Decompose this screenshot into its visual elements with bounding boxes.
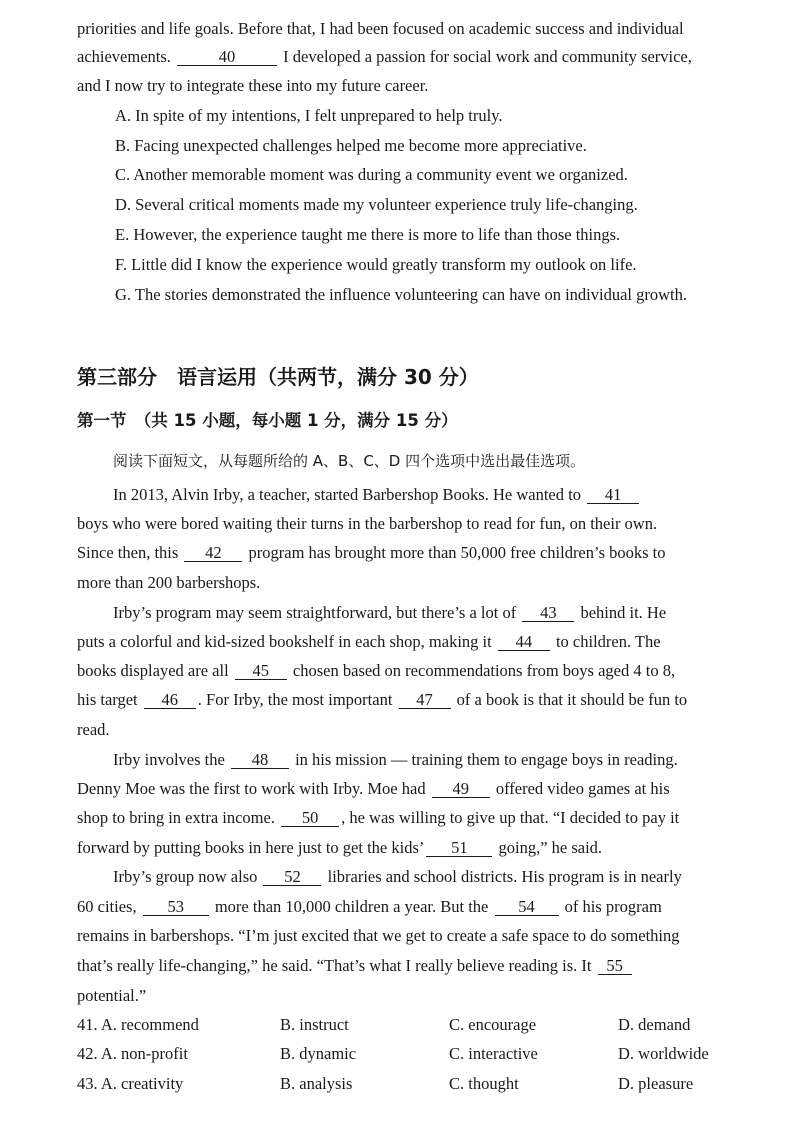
- cloze-line: read.: [77, 720, 110, 739]
- cloze-line: boys who were bored waiting their turns in the barbershop to read for fun, on their own.: [77, 514, 658, 533]
- passage-line: and I now try to integrate these into my future career.: [77, 76, 429, 95]
- q41-option-a[interactable]: 41. A. recommend: [77, 1015, 199, 1034]
- instructions: 阅读下面短文，从每题所给的 A、B、C、D 四个选项中选出最佳选项。: [113, 452, 586, 470]
- q43-option-a[interactable]: 43. A. creativity: [77, 1074, 184, 1093]
- blank-45[interactable]: 45: [235, 662, 287, 680]
- passage-line: priorities and life goals. Before that, I had been focused on academic success and individual: [77, 19, 684, 38]
- cloze-line: remains in barbershops. “I’m just excited that we get to create a safe space to do something: [77, 926, 680, 945]
- section1-heading: 第一节 （共 15 小题，每小题 1 分，满分 15 分）: [77, 411, 458, 430]
- cloze-line: 60 cities, 53 more than 10,000 children a year. But the 54 of his program: [77, 897, 662, 916]
- q42-option-c[interactable]: C. interactive: [449, 1044, 538, 1063]
- cloze-line: books displayed are all 45 chosen based on recommendations from boys aged 4 to 8,: [77, 661, 676, 680]
- cloze-line: Denny Moe was the first to work with Irby. Moe had 49 offered video games at his: [77, 779, 670, 798]
- cloze-line: shop to bring in extra income. 50 , he was willing to give up that. “I decided to pay it: [77, 808, 680, 827]
- q42-option-a[interactable]: 42. A. non-profit: [77, 1044, 188, 1063]
- q43-option-d[interactable]: D. pleasure: [618, 1074, 694, 1093]
- blank-49[interactable]: 49: [432, 780, 490, 798]
- cloze-line: Irby involves the 48 in his mission — training them to engage boys in reading.: [113, 750, 678, 769]
- cloze-line: In 2013, Alvin Irby, a teacher, started Barbershop Books. He wanted to 41: [113, 485, 641, 505]
- cloze-line: his target 46 . For Irby, the most important 47 of a book is that it should be fun to: [77, 690, 688, 709]
- option-b: B. Facing unexpected challenges helped me become more appreciative.: [115, 136, 587, 155]
- blank-52[interactable]: 52: [263, 868, 321, 886]
- cloze-line: puts a colorful and kid-sized bookshelf in each shop, making it 44 to children. The: [77, 632, 661, 651]
- blank-41[interactable]: 41: [587, 486, 639, 504]
- blank-53[interactable]: 53: [143, 898, 209, 916]
- option-e: E. However, the experience taught me there is more to life than those things.: [115, 225, 621, 244]
- blank-46[interactable]: 46: [144, 691, 196, 709]
- q41-option-d[interactable]: D. demand: [618, 1015, 691, 1034]
- blank-48[interactable]: 48: [231, 751, 289, 769]
- q41-option-c[interactable]: C. encourage: [449, 1015, 537, 1034]
- blank-40[interactable]: 40: [177, 48, 277, 66]
- option-a: A. In spite of my intentions, I felt unprepared to help truly.: [115, 106, 503, 125]
- cloze-line: Irby’s program may seem straightforward, but there’s a lot of 43 behind it. He: [113, 603, 667, 622]
- cloze-line: forward by putting books in here just to get the kids’ 51 going,” he said.: [77, 838, 603, 857]
- q43-option-c[interactable]: C. thought: [449, 1074, 519, 1093]
- blank-44[interactable]: 44: [498, 633, 550, 651]
- passage-line: achievements. 40 I developed a passion for social work and community service,: [77, 47, 692, 66]
- blank-50[interactable]: 50: [281, 809, 339, 827]
- option-g: G. The stories demonstrated the influence volunteering can have on individual growth.: [115, 285, 687, 304]
- cloze-line: potential.”: [77, 986, 147, 1005]
- q42-option-b[interactable]: B. dynamic: [280, 1044, 357, 1063]
- blank-55[interactable]: 55: [598, 957, 632, 975]
- cloze-line: Irby’s group now also 52 libraries and school districts. His program is in nearly: [113, 867, 682, 886]
- option-c: C. Another memorable moment was during a community event we organized.: [115, 165, 628, 184]
- cloze-line: more than 200 barbershops.: [77, 573, 261, 592]
- blank-42[interactable]: 42: [184, 544, 242, 562]
- q42-option-d[interactable]: D. worldwide: [618, 1044, 709, 1063]
- option-d: D. Several critical moments made my volunteer experience truly life-changing.: [115, 195, 638, 214]
- part3-heading: 第三部分 语言运用（共两节，满分 30 分）: [77, 365, 479, 389]
- q41-option-b[interactable]: B. instruct: [280, 1015, 349, 1034]
- blank-47[interactable]: 47: [399, 691, 451, 709]
- blank-54[interactable]: 54: [495, 898, 559, 916]
- blank-51[interactable]: 51: [426, 839, 492, 857]
- q43-option-b[interactable]: B. analysis: [280, 1074, 353, 1093]
- cloze-line: Since then, this 42 program has brought more than 50,000 free children’s books to: [77, 543, 666, 562]
- cloze-line: that’s really life-changing,” he said. “That’s what I really believe reading is. It 55: [77, 956, 634, 976]
- option-f: F. Little did I know the experience would greatly transform my outlook on life.: [115, 255, 637, 274]
- blank-43[interactable]: 43: [522, 604, 574, 622]
